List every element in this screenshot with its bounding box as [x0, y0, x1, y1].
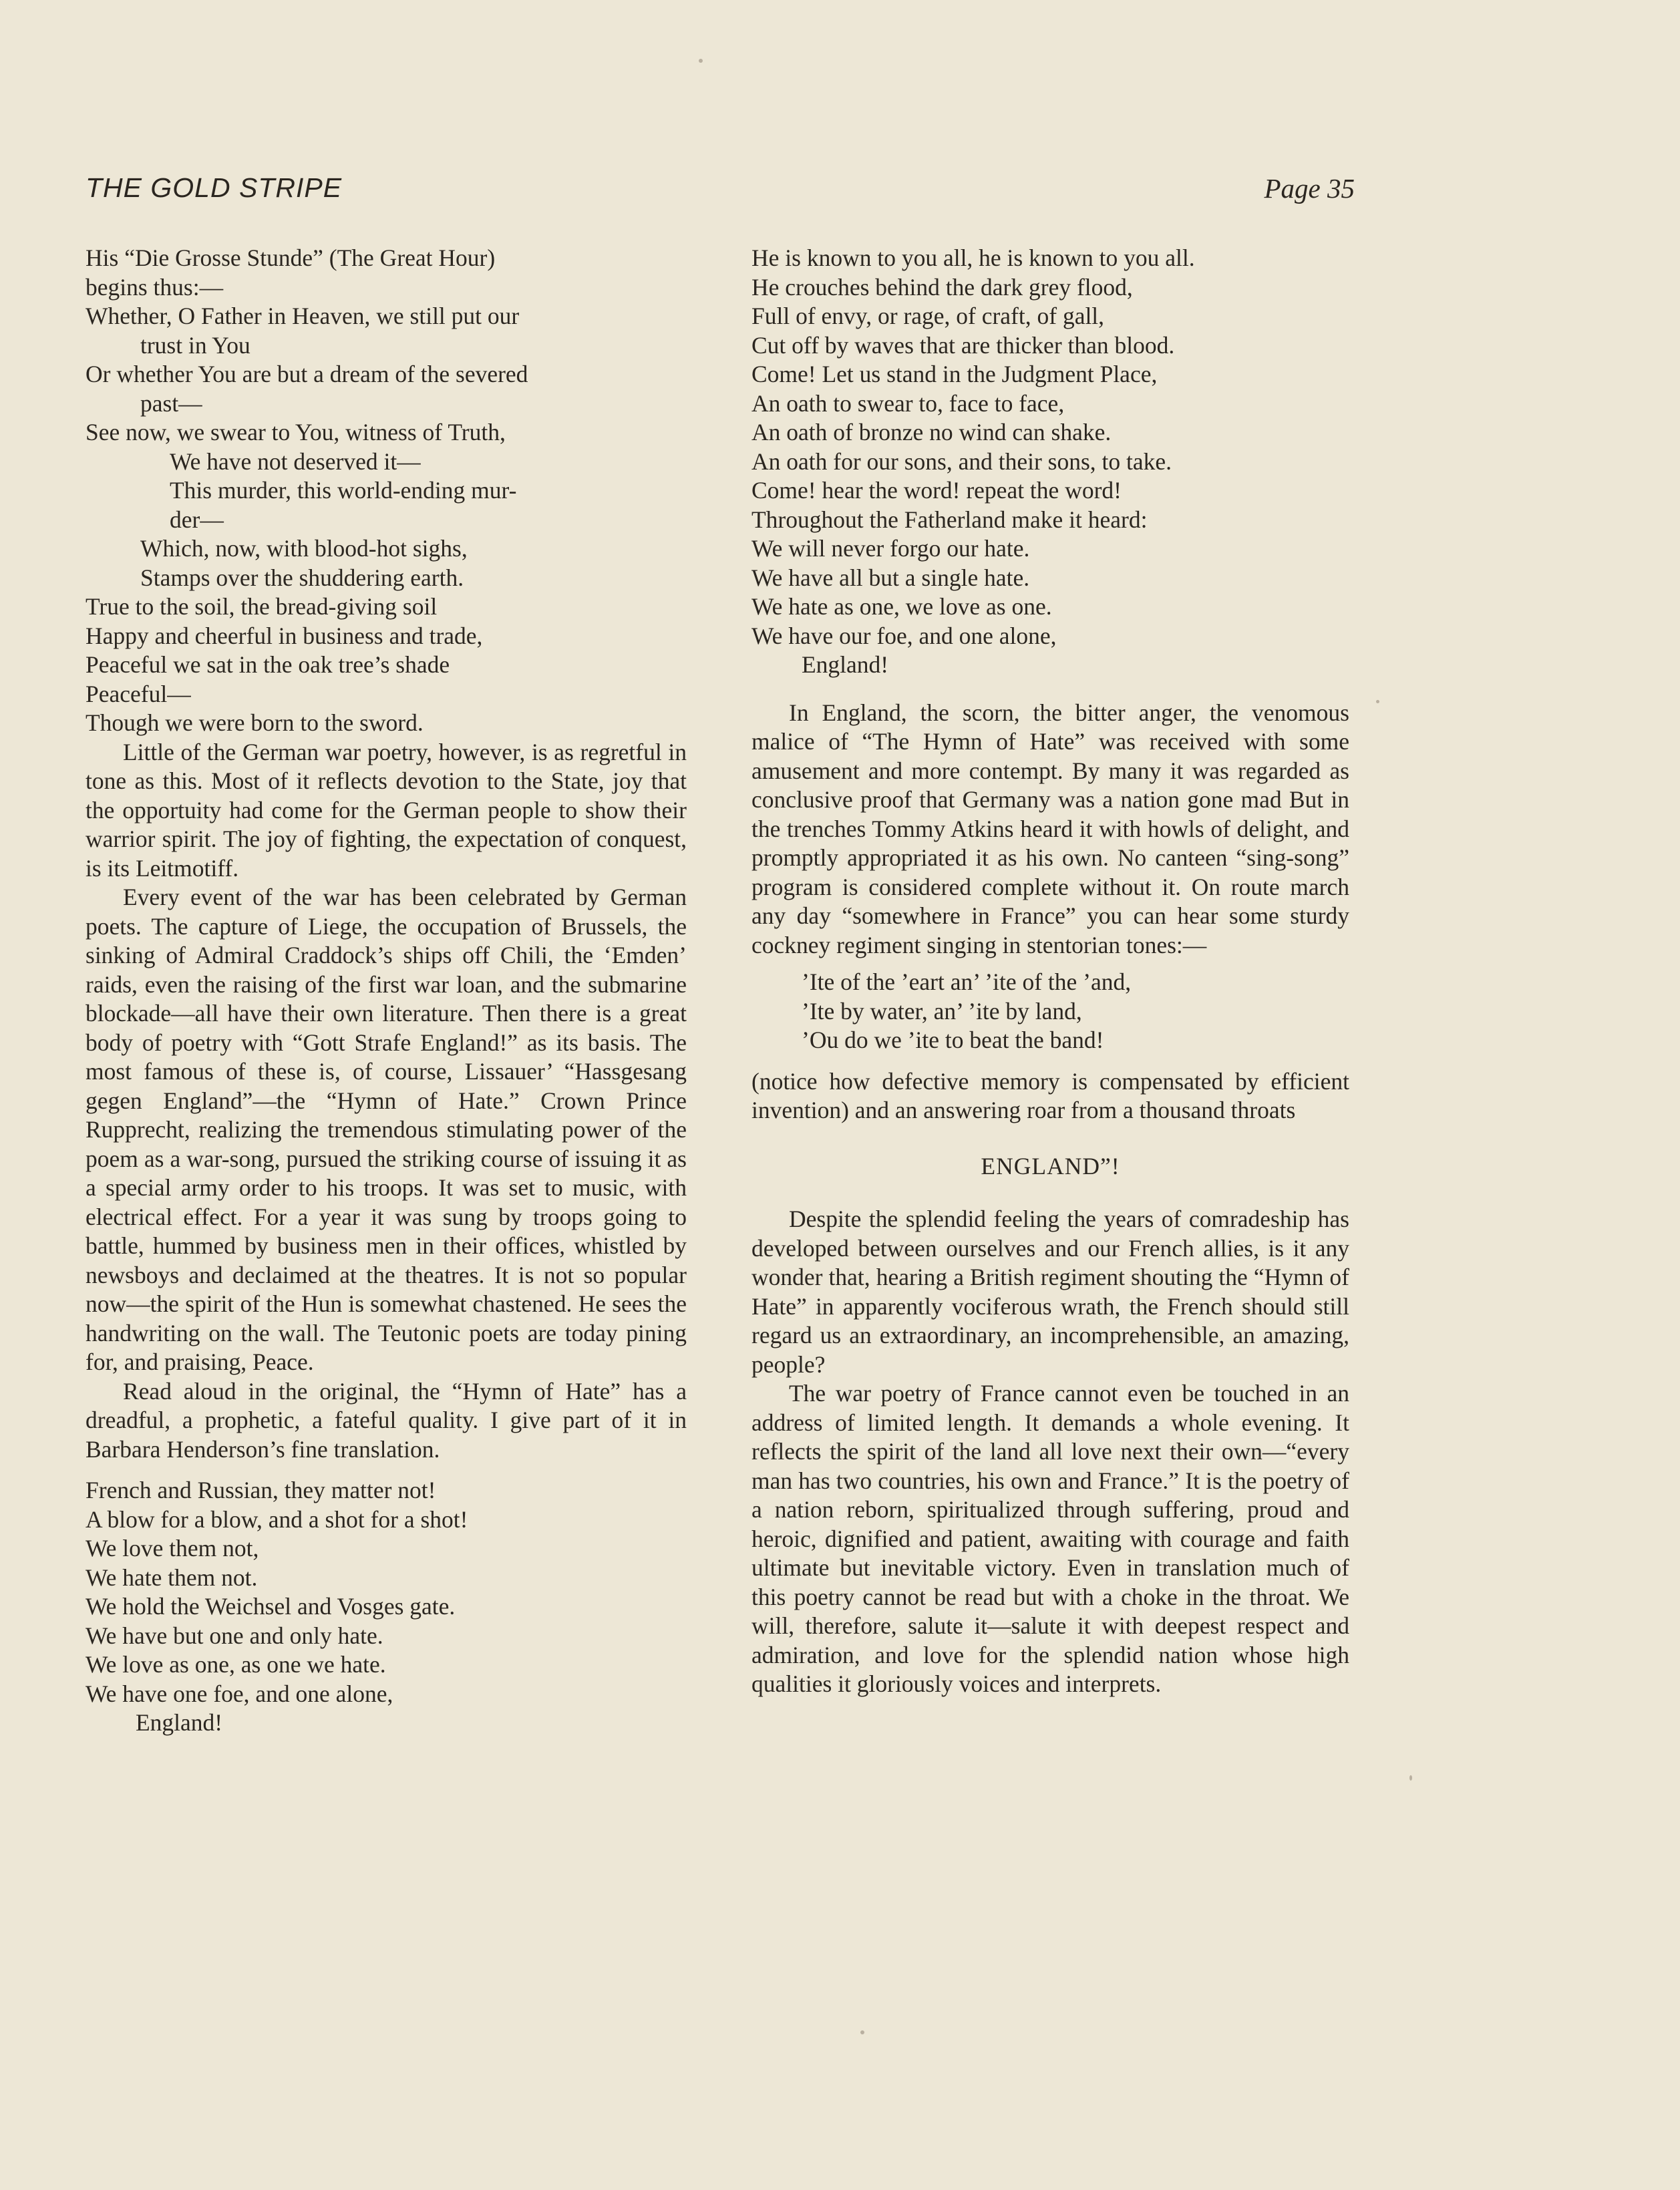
poem-line: England! [802, 651, 889, 678]
poem-line: An oath for our sons, and their sons, to take. [751, 447, 1172, 475]
poem-line: He crouches behind the dark grey flood, [751, 273, 1133, 301]
poem-line: This murder, this world-ending mur- [170, 477, 517, 504]
body-paragraph: Read aloud in the original, the “Hymn of Hate” has a dreadful, a prophetic, a fateful quality. I give part of it in Barbara Henderson’s fine translation. [86, 1377, 687, 1463]
poem-line: Cut off by waves that are thicker than blood. [751, 331, 1175, 359]
poem-line: We have but one and only hate. [86, 1622, 383, 1649]
poem-line: Whether, O Father in Heaven, we still put our [86, 303, 520, 329]
poem-line: We will never forgo our hate. [751, 535, 1030, 562]
poem-line: A blow for a blow, and a shot for a shot! [86, 1505, 468, 1533]
poem-line: We have not deserved it— [170, 447, 421, 475]
poem-line: Peaceful we sat in the oak tree’s shade [86, 651, 450, 678]
poem-line: We hate as one, we love as one. [751, 593, 1052, 620]
poem-line: We hate them not. [86, 1564, 258, 1591]
poem-line: We love them not, [86, 1535, 259, 1562]
song-line: ’Ou do we ’ite to beat the band! [802, 1027, 1104, 1053]
poem-line: Though we were born to the sword. [86, 709, 424, 736]
poem-line: An oath of bronze no wind can shake. [751, 419, 1112, 445]
poem-line: An oath to swear to, face to face, [751, 389, 1065, 417]
paper-speck [860, 2030, 864, 2034]
poem-line: Come! Let us stand in the Judgment Place, [751, 361, 1158, 387]
poem-line: Which, now, with blood-hot sighs, [140, 535, 468, 562]
poem-line: past— [140, 389, 202, 417]
section-heading: ENGLAND”! [981, 1152, 1120, 1179]
running-header [86, 172, 1355, 212]
left-column [86, 244, 687, 1738]
poem-line: Or whether You are but a dream of the severed [86, 361, 528, 387]
poem-line: Come! hear the word! repeat the word! [751, 477, 1122, 504]
running-title: THE GOLD STRIPE [86, 172, 343, 203]
poem-line: See now, we swear to You, witness of Truth, [86, 419, 506, 445]
body-paragraph: Little of the German war poetry, however, is as regretful in tone as this. Most of it reflects devotion to the State, joy that the opportuity had come for the German people to show their warrior spirit. The joy of fighting, the expectation of conquest, is its Leitmotiff. [86, 738, 687, 882]
poem-line: We have one foe, and one alone, [86, 1680, 393, 1707]
song-line: ’Ite of the ’eart an’ ’ite of the ’and, [802, 968, 1132, 995]
poem-line: Peaceful— [86, 680, 191, 707]
body-paragraph: The war poetry of France cannot even be touched in an address of limited length. It demands a whole evening. It reflects the spirit of the land all love next their own—“every man has two countries, his own and France.” It is the poetry of a nation reborn, spiritualized through suffering, proud and heroic, dignified and patient, awaiting with courage and faith ultimate but inevitable victory. Even in translation much of this poetry cannot be read but with a choke in the throat. We will, therefore, salute it—salute it with deepest respect and admiration, and love for the splendid nation whose high qualities it gloriously voices and interprets. [751, 1380, 1349, 1697]
intro-line: begins thus:— [86, 273, 224, 301]
poem-line: Throughout the Fatherland make it heard: [751, 506, 1148, 533]
cockney-song [751, 968, 1349, 1055]
paper-speck [1409, 1775, 1412, 1781]
body-paragraph: Every event of the war has been celebrated by German poets. The capture of Liege, the occupation of Brussels, the sinking of Admiral Craddock’s ships off Chili, the ‘Emden’ raids, even the raising of the first war loan, and the submarine blockade—all have their own literature. Then there is a great body of poetry with “Gott Strafe England!” as its basis. The most famous of these is, of course, Lissauer’ “Hassgesang gegen England”—the “Hymn of Hate.” Crown Prince Rupprecht, realizing the tremendous stimulating power of the poem as a war-song, pursued the striking course of issuing it as a special army order to his troops. It was set to music, with electrical effect. For a year it was sung by troops going to battle, hummed by business men in their offices, whistled by newsboys and declaimed at the theatres. It is not so popular now—the spirit of the Hun is somewhat chastened. He sees the handwriting on the wall. The Teutonic poets are today pining for, and praising, Peace. [86, 884, 687, 1375]
right-column [751, 244, 1349, 1699]
song-line: ’Ite by water, an’ ’ite by land, [802, 997, 1082, 1025]
poem-line: True to the soil, the bread-giving soil [86, 593, 438, 620]
paper-speck [699, 59, 703, 63]
poem-line: England! [136, 1709, 223, 1736]
poem-line: Full of envy, or rage, of craft, of gall, [751, 303, 1105, 329]
page-number: Page 35 [1264, 173, 1355, 204]
poem-hymn-of-hate-part2 [751, 244, 1349, 680]
poem-line: der— [170, 506, 224, 533]
poem-line: He is known to you all, he is known to you all. [751, 244, 1195, 271]
body-paragraph: Despite the splendid feeling the years of comradeship has developed between ourselves and our French allies, is it any wonder that, hearing a British regiment shouting the “Hymn of Hate” in apparently vociferous wrath, the French should still regard us an extraordinary, an incomprehensible, an amazing, people? [751, 1206, 1349, 1378]
poem-line: French and Russian, they matter not! [86, 1477, 436, 1503]
paper-speck [1376, 700, 1379, 703]
poem-line: We have all but a single hate. [751, 564, 1030, 591]
poem-line: Happy and cheerful in business and trade, [86, 622, 483, 649]
body-paragraph: In England, the scorn, the bitter anger, the venomous malice of “The Hymn of Hate” was received with some amusement and more contempt. By many it was regarded as conclusive proof that Germany was a nation gone mad But in the trenches Tommy Atkins heard it with howls of delight, and promptly appropriated it as his own. No canteen “sing-song” program is considered complete without it. On route march any day “somewhere in France” you can hear some sturdy cockney regiment singing in stentorian tones:— [751, 699, 1349, 958]
poem-line: Stamps over the shuddering earth. [140, 564, 464, 591]
poem-line: We have our foe, and one alone, [751, 622, 1057, 649]
body-paragraph: (notice how defective memory is compensated by efficient invention) and an answering roar from a thousand throats [751, 1067, 1349, 1123]
poem-line: We hold the Weichsel and Vosges gate. [86, 1593, 456, 1620]
poem-hymn-of-hate-part1 [86, 1476, 687, 1738]
poem-line: trust in You [140, 331, 250, 359]
poem-line: We love as one, as one we hate. [86, 1651, 386, 1678]
poem-die-grosse-stunde [86, 302, 687, 738]
intro-line: His “Die Grosse Stunde” (The Great Hour) [86, 244, 496, 271]
